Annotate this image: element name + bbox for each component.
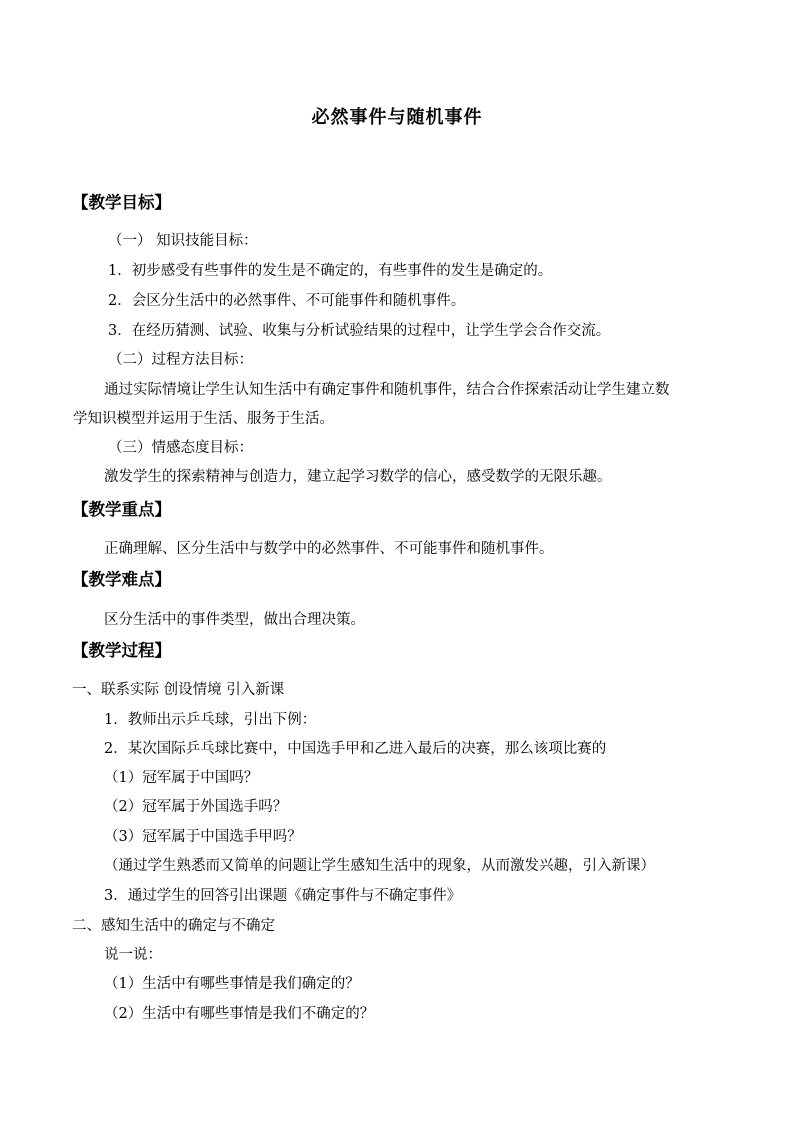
question-2: （2）冠军属于外国选手吗？ <box>104 799 288 815</box>
page-title: 必然事件与随机事件 <box>311 107 483 128</box>
heading-objectives: 【教学目标】 <box>72 193 171 212</box>
process-method-text-1: 通过实际情境让学生认知生活中有确定事件和随机事件，结合合作探索活动让学生建立数 <box>104 382 670 398</box>
section1-note: （通过学生熟悉而又简单的问题让学生感知生活中的现象，从而激发兴趣，引入新课） <box>104 858 655 874</box>
difficulties-text: 区分生活中的事件类型，做出合理决策。 <box>104 612 365 628</box>
say-item-2: （2）生活中有哪些事情是我们不确定的？ <box>104 1006 375 1022</box>
knowledge-item-3: 3．在经历猜测、试验、收集与分析试验结果的过程中，让学生学会合作交流。 <box>108 323 611 339</box>
knowledge-item-2: 2．会区分生活中的必然事件、不可能事件和随机事件。 <box>108 293 466 309</box>
question-1: （1）冠军属于中国吗？ <box>104 770 259 786</box>
section1-title: 一、联系实际 创设情境 引入新课 <box>72 682 285 698</box>
section1-item-3: 3．通过学生的回答引出课题《确定事件与不确定事件》 <box>104 888 462 904</box>
emotion-text: 激发学生的探索精神与创造力，建立起学习数学的信心，感受数学的无限乐趣。 <box>104 469 612 485</box>
emotion-title: （三）情感态度目标： <box>108 440 253 456</box>
heading-difficulties: 【教学难点】 <box>72 570 171 589</box>
process-method-text-2: 学知识模型并运用于生活、服务于生活。 <box>73 411 334 427</box>
knowledge-item-1: 1．初步感受有些事件的发生是不确定的，有些事件的发生是确定的。 <box>108 263 553 279</box>
key-points-text: 正确理解、区分生活中与数学中的必然事件、不可能事件和随机事件。 <box>104 541 554 557</box>
process-method-title: （二）过程方法目标： <box>108 352 253 368</box>
say-label: 说一说： <box>104 947 162 963</box>
section1-item-1: 1．教师出示乒乓球，引出下例： <box>104 712 317 728</box>
section2-title: 二、感知生活中的确定与不确定 <box>72 918 275 934</box>
knowledge-title: （一） 知识技能目标： <box>108 233 258 249</box>
section1-item-2: 2．某次国际乒乓球比赛中，中国选手甲和乙进入最后的决赛，那么该项比赛的 <box>104 741 607 757</box>
question-3: （3）冠军属于中国选手甲吗？ <box>104 829 302 845</box>
heading-process: 【教学过程】 <box>72 641 171 660</box>
heading-key-points: 【教学重点】 <box>72 500 171 519</box>
say-item-1: （1）生活中有哪些事情是我们确定的？ <box>104 976 360 992</box>
